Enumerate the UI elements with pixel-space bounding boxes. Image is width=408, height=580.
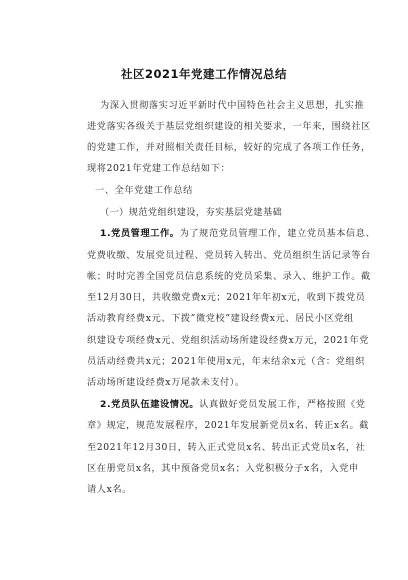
item-1-line: 员活动经费共x元；2021年使用x元，年末结余x元（含：党组织 <box>87 356 366 367</box>
item-2-line: 请人x名。 <box>87 484 132 495</box>
item-2-line: 至2021年12月30日，转入正式党员x名、转出正式党员x名，社 <box>87 442 366 453</box>
section-heading: 一、全年党建工作总结 <box>95 185 193 196</box>
item-1-line: 帐；时时完善全国党员信息系统的党员采集、录入、维护工作。截 <box>87 271 371 282</box>
item-1-line: 活动场所建设经费x万尾款未支付）。 <box>87 377 245 388</box>
item-1-label: 1.党员管理工作。 <box>100 228 180 239</box>
item-2-text: 认真做好党员发展工作，严格按照《党 <box>199 399 366 410</box>
document-title: 社区2021年党建工作情况总结 <box>120 67 287 81</box>
item-2-line: 章》规定，规范发展程序，2021年发展新党员x名、转正x名。截 <box>87 420 370 431</box>
item-1-line: 至12月30日，共收缴党费x元；2021年年初x元，收到下拨党员 <box>87 292 366 303</box>
item-1-line: 织建设专项经费x元、党组织活动场所建设经费x万元，2021年党 <box>87 335 370 346</box>
subsection-heading: （一）规范党组织建设，夯实基层党建基础 <box>100 207 283 218</box>
item-2-first-line <box>100 399 366 411</box>
intro-line: 的党建工作，并对照相关责任目标，较好的完成了各项工作任务， <box>87 142 371 153</box>
item-2-label: 2.党员队伍建设情况。 <box>100 399 200 410</box>
intro-line: 进党落实各级关于基层党组织建设的相关要求，一年来，围绕社区 <box>87 121 371 132</box>
item-1-line: 党费收缴、发展党员过程、党员转入转出、党员组织生活记录等台 <box>87 250 371 261</box>
intro-line: 为深入贯彻落实习近平新时代中国特色社会主义思想，扎实推 <box>100 100 365 111</box>
item-2-line: 区在册党员x名，其中预备党员x名；入党积极分子x名，入党申 <box>87 463 359 474</box>
item-1-text: 为了规范党员管理工作，建立党员基本信息、 <box>179 228 376 239</box>
intro-line: 现将2021年党建工作总结如下： <box>87 163 231 174</box>
item-1-line: 活动教育经费x元、下拨”微党校”建设经费x元、居民小区党组 <box>87 313 354 324</box>
item-1-first-line <box>100 228 376 240</box>
